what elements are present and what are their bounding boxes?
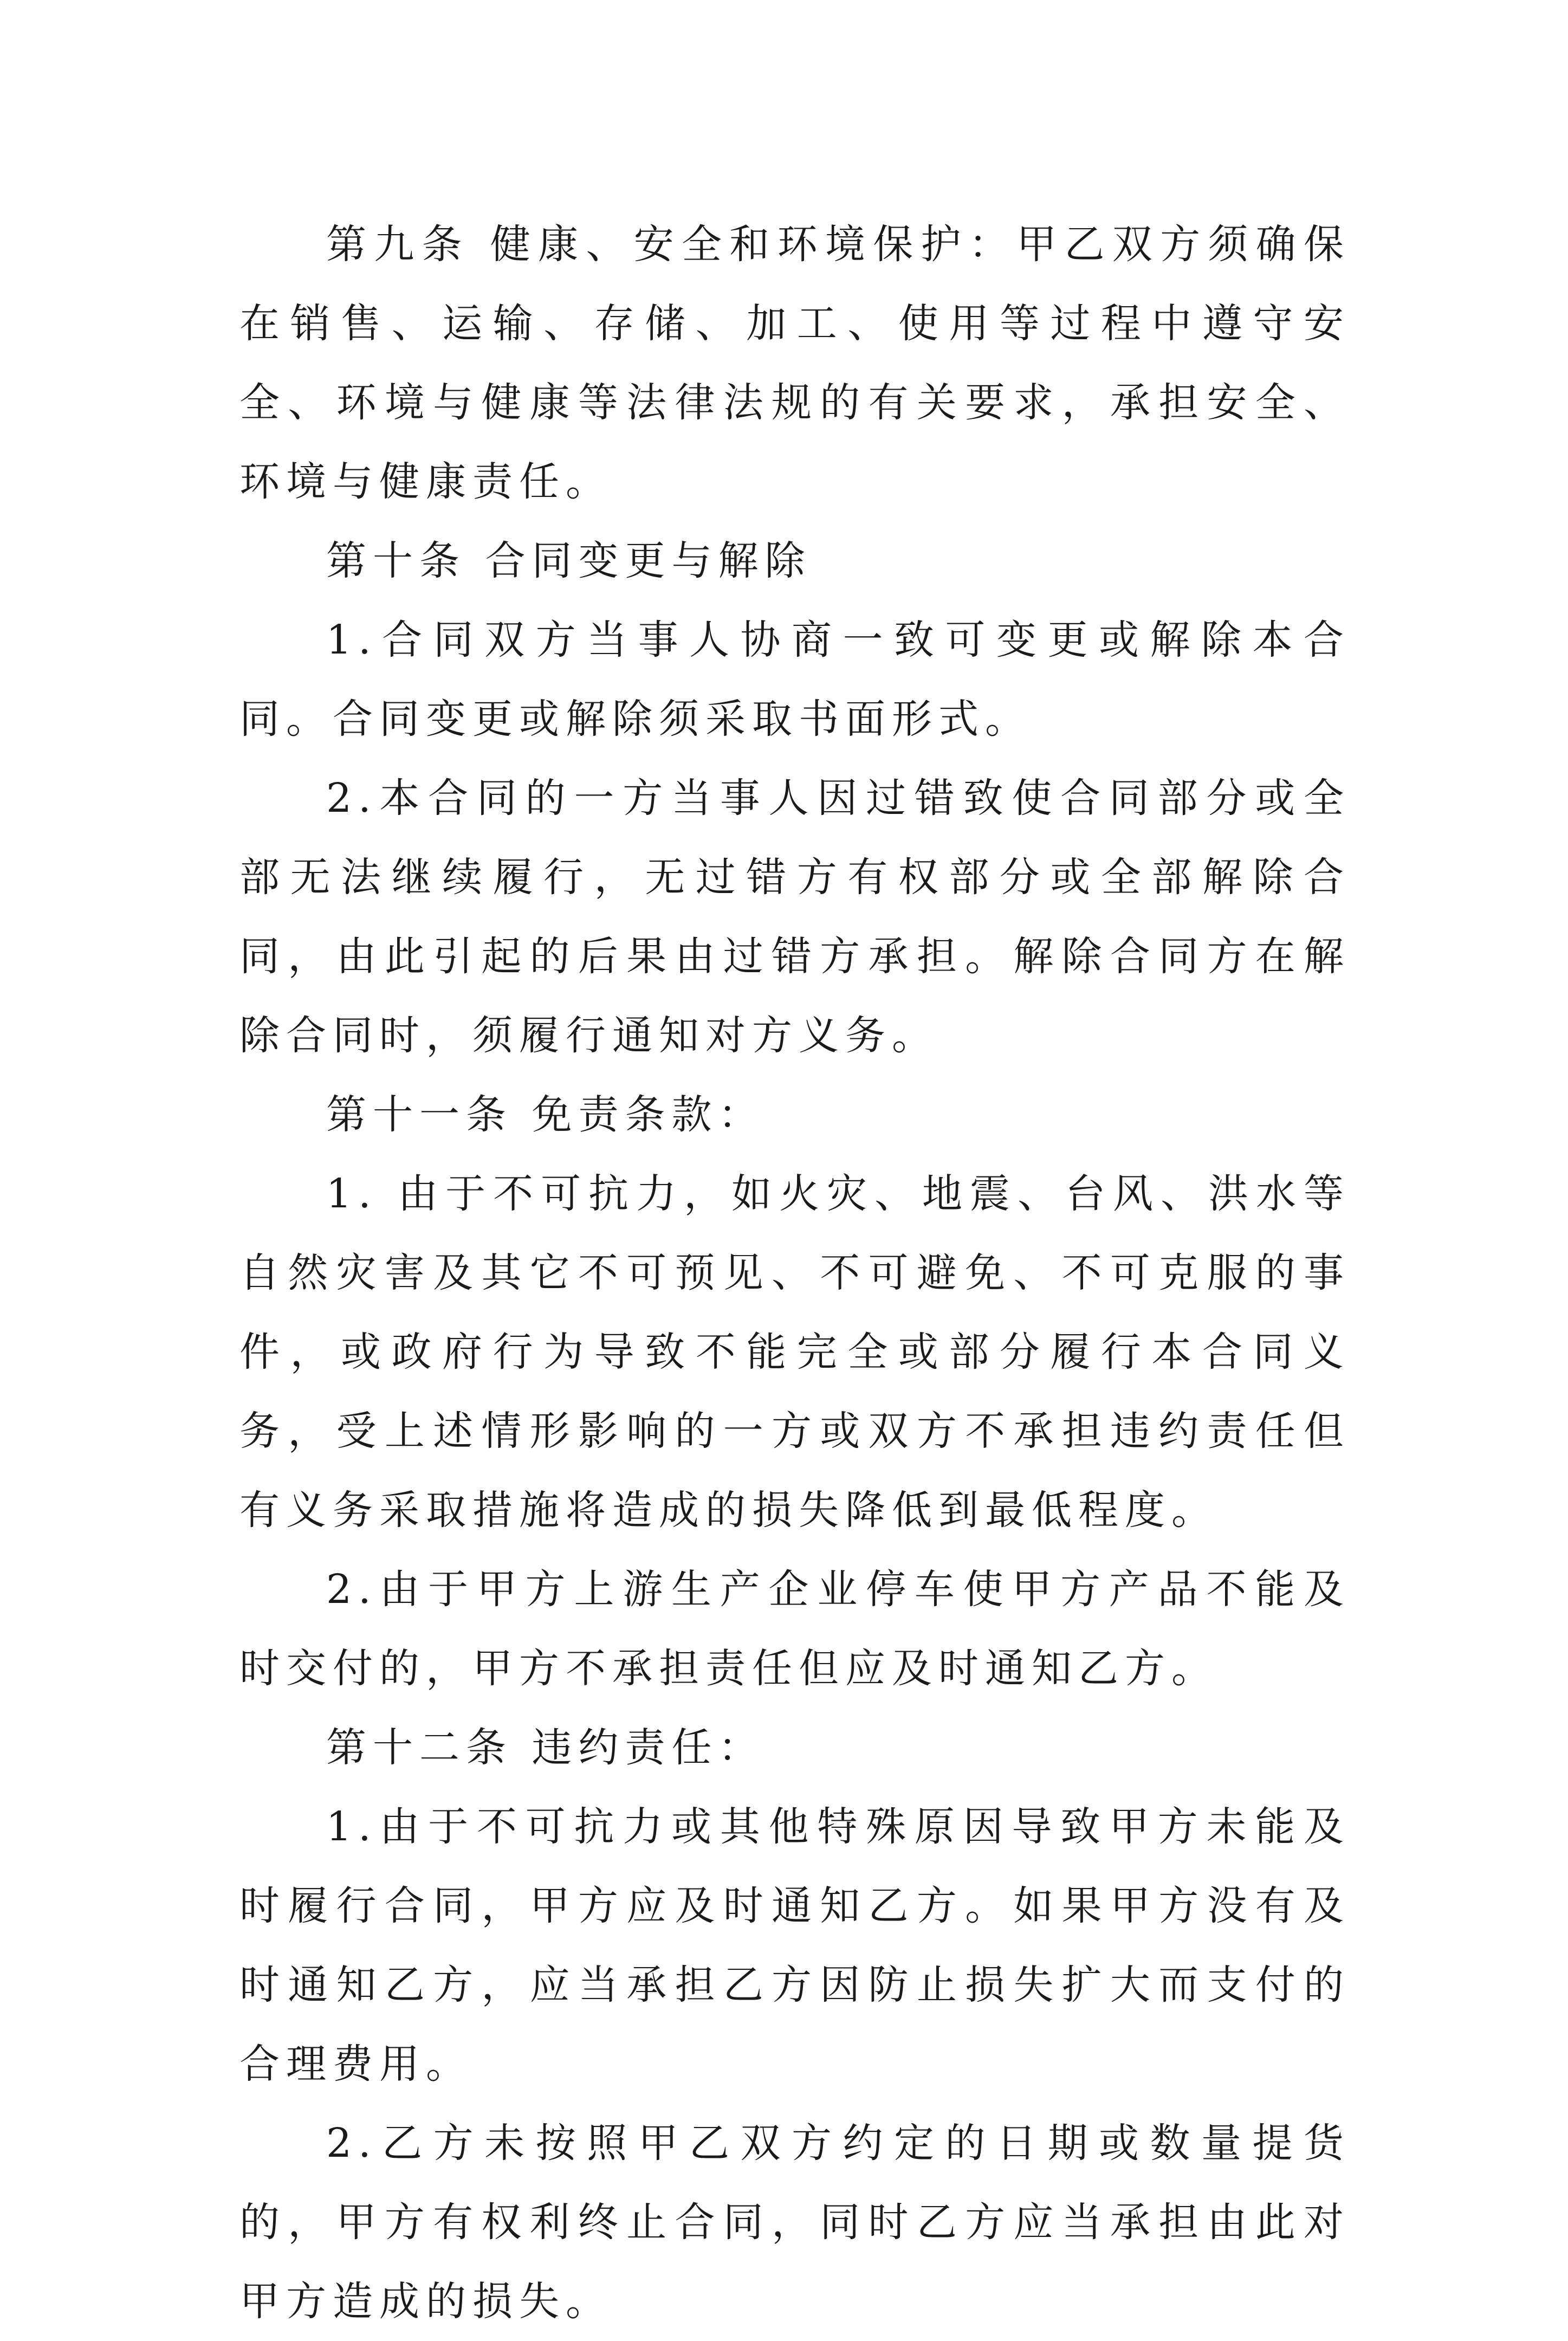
article-12-item-1: 1.由于不可抗力或其他特殊原因导致甲方未能及时履行合同，甲方应及时通知乙方。如果甲方没有及时通知乙方，应当承担乙方因防止损失扩大而支付的合理费用。 (239, 1803, 1350, 2087)
article-9-health-safety-environment: 第九条 健康、安全和环境保护：甲乙双方须确保在销售、运输、存储、加工、使用等过程中遵守安全、环境与健康等法律法规的有关要求，承担安全、环境与健康责任。 (239, 221, 1350, 505)
article-11-heading: 第十一条 免责条款： (326, 1091, 765, 1138)
document-body (239, 205, 1350, 2341)
article-10-heading: 第十条 合同变更与解除 (326, 538, 812, 584)
article-12-item-2: 2.乙方未按照甲乙双方约定的日期或数量提货的，甲方有权利终止合同，同时乙方应当承担由此对甲方造成的损失。 (239, 2120, 1350, 2325)
article-11-item-1: 1. 由于不可抗力，如火灾、地震、台风、洪水等自然灾害及其它不可预见、不可避免、不可克服的事件，或政府行为导致不能完全或部分履行本合同义务，受上述情形影响的一方或双方不承担违约责任但有义务采取措施将造成的损失降低到最低程度。 (239, 1170, 1350, 1534)
article-11-item-2: 2.由于甲方上游生产企业停车使甲方产品不能及时交付的，甲方不承担责任但应及时通知乙方。 (239, 1566, 1350, 1692)
article-12-heading: 第十二条 违约责任： (326, 1724, 765, 1771)
article-10-item-2: 2.本合同的一方当事人因过错致使合同部分或全部无法继续履行，无过错方有权部分或全部解除合同，由此引起的后果由过错方承担。解除合同方在解除合同时，须履行通知对方义务。 (239, 775, 1350, 1059)
article-10-item-1: 1.合同双方当事人协商一致可变更或解除本合同。合同变更或解除须采取书面形式。 (239, 617, 1350, 742)
